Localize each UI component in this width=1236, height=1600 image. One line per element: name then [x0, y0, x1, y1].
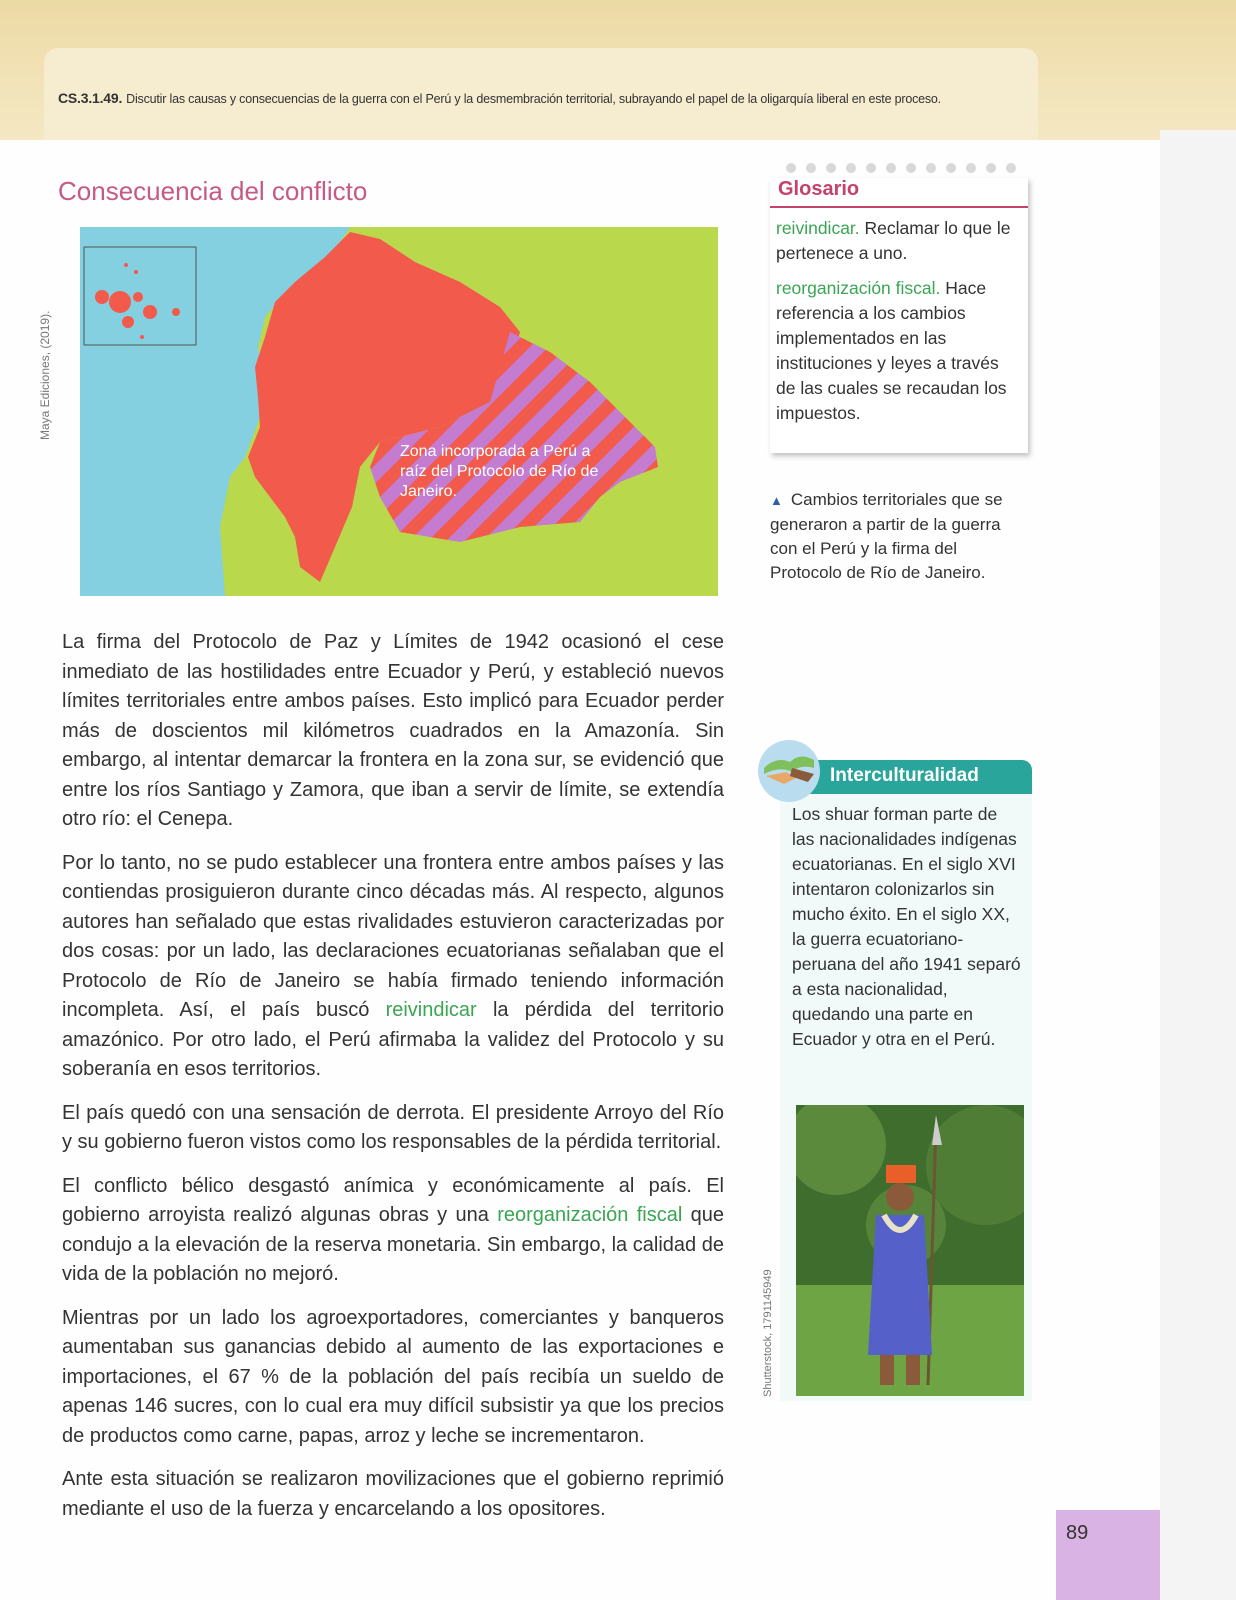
map-credit: Maya Ediciones, (2019).: [38, 310, 52, 440]
notebook-spiral: [786, 160, 1036, 176]
page-right-margin: [1160, 130, 1236, 1600]
glossary-title: Glosario: [778, 178, 860, 200]
glossary-entry: [776, 216, 1020, 266]
triangle-icon: ▲: [770, 493, 783, 508]
interculturalidad-header: [810, 760, 1032, 794]
paragraph: Mientras por un lado los agroexportadores, comerciantes y banqueros aumentaban sus ganancias debido al aumento de las exportaciones e importaciones, el 67 % de la población del país recibía un sueldo de apenas 146 sucres, con lo cual era muy difícil subsistir ya que los precios de productos como carne, papas, arroz y leche se incrementaron.: [62, 1306, 724, 1447]
objective-text: [58, 90, 1028, 106]
glossary-link-reivindicar[interactable]: reivindicar: [385, 999, 477, 1021]
territorial-map: [80, 227, 718, 596]
objective-code: CS.3.1.49.: [58, 90, 123, 106]
globe-hands-icon: [756, 738, 822, 804]
paragraph: El conflicto bélico desgastó anímica y económicamente al país. El gobierno arroyista realizó algunas obras y una reorganización fiscal que condujo a la elevación de la reserva monetaria. Sin embargo, la calidad de vida de la población no mejoró.: [62, 1174, 724, 1285]
section-title: Consecuencia del conflicto: [58, 176, 368, 206]
glossary-box: [770, 178, 1028, 453]
shuar-photo: [796, 1105, 1024, 1396]
interculturalidad-title: Interculturalidad: [830, 765, 979, 786]
glossary-link-reorganizacion-fiscal[interactable]: reorganización fiscal: [497, 1204, 683, 1226]
glossary-term: reivindicar.: [776, 218, 860, 238]
glossary-term: reorganización fiscal.: [776, 278, 941, 298]
paragraph: Por lo tanto, no se pudo establecer una frontera entre ambos países y las contiendas prosiguieron durante cinco décadas más. Al respecto, algunos autores han señalado que estas rivalidades estuvieron caracterizadas por dos cosas: por un lado, las declaraciones ecuatorianas señalaban que el Protocolo de Río de Janeiro se había firmado teniendo información incompleta. Así, el país buscó reivindicar la pérdida del territorio amazónico. Por otro lado, el Perú afirmaba la validez del Protocolo y su soberanía en esos territorios.: [62, 851, 724, 1080]
page-tab: [1056, 1510, 1160, 1600]
paragraph: La firma del Protocolo de Paz y Límites de 1942 ocasionó el cese inmediato de las hostilidades entre Ecuador y Perú, y estableció nuevos límites territoriales entre ambos países. Esto implicó para Ecuador perder más de doscientos mil kilómetros cuadrados en la Amazonía. Sin embargo, al intentar demarcar la frontera en la zona sur, se evidenció que entre los ríos Santiago y Zamora, que iban a servir de límite, se extendía otro río: el Cenepa.: [62, 631, 724, 830]
map-graphic: [80, 227, 718, 596]
map-caption: [770, 488, 1020, 585]
interculturalidad-text: Los shuar forman parte de las nacionalidades indígenas ecuatorianas. En el siglo XVI intentaron colonizarlos sin mucho éxito. En el siglo XX, la guerra ecuatoriano-peruana del año 1941 separó a esta nacionalidad, quedando una parte en Ecuador y otra en el Perú.: [792, 804, 1021, 1049]
photo-credit: Shutterstock, 1791145949: [762, 1269, 774, 1397]
map-caption-text: Cambios territoriales que se generaron a partir de la guerra con el Perú y la firma del Protocolo de Río de Janeiro.: [770, 490, 1003, 582]
glossary-entry: [776, 276, 1020, 426]
objective-description: Discutir las causas y consecuencias de la guerra con el Perú y la desmembración territorial, subrayando el papel de la oligarquía liberal en este proceso.: [126, 92, 941, 106]
objective-box: [44, 48, 1038, 140]
main-text: [62, 628, 724, 1538]
page-number: 89: [1066, 1522, 1089, 1544]
glossary-definition: Hace referencia a los cambios implementados en las instituciones y leyes a través de las cuales se recaudan los impuestos.: [776, 278, 1007, 423]
glossary-divider: [770, 206, 1028, 208]
glossary-definition: Reclamar lo que le pertenece a uno.: [776, 218, 1011, 263]
map-zone-label: Zona incorporada a Perú a raíz del Protocolo de Río de Janeiro.: [400, 443, 599, 500]
paragraph: El país quedó con una sensación de derrota. El presidente Arroyo del Río y su gobierno fueron vistos como los responsables de la pérdida territorial.: [62, 1101, 724, 1153]
paragraph: Ante esta situación se realizaron movilizaciones que el gobierno reprimió mediante el uso de la fuerza y encarcelando a los opositores.: [62, 1468, 724, 1520]
